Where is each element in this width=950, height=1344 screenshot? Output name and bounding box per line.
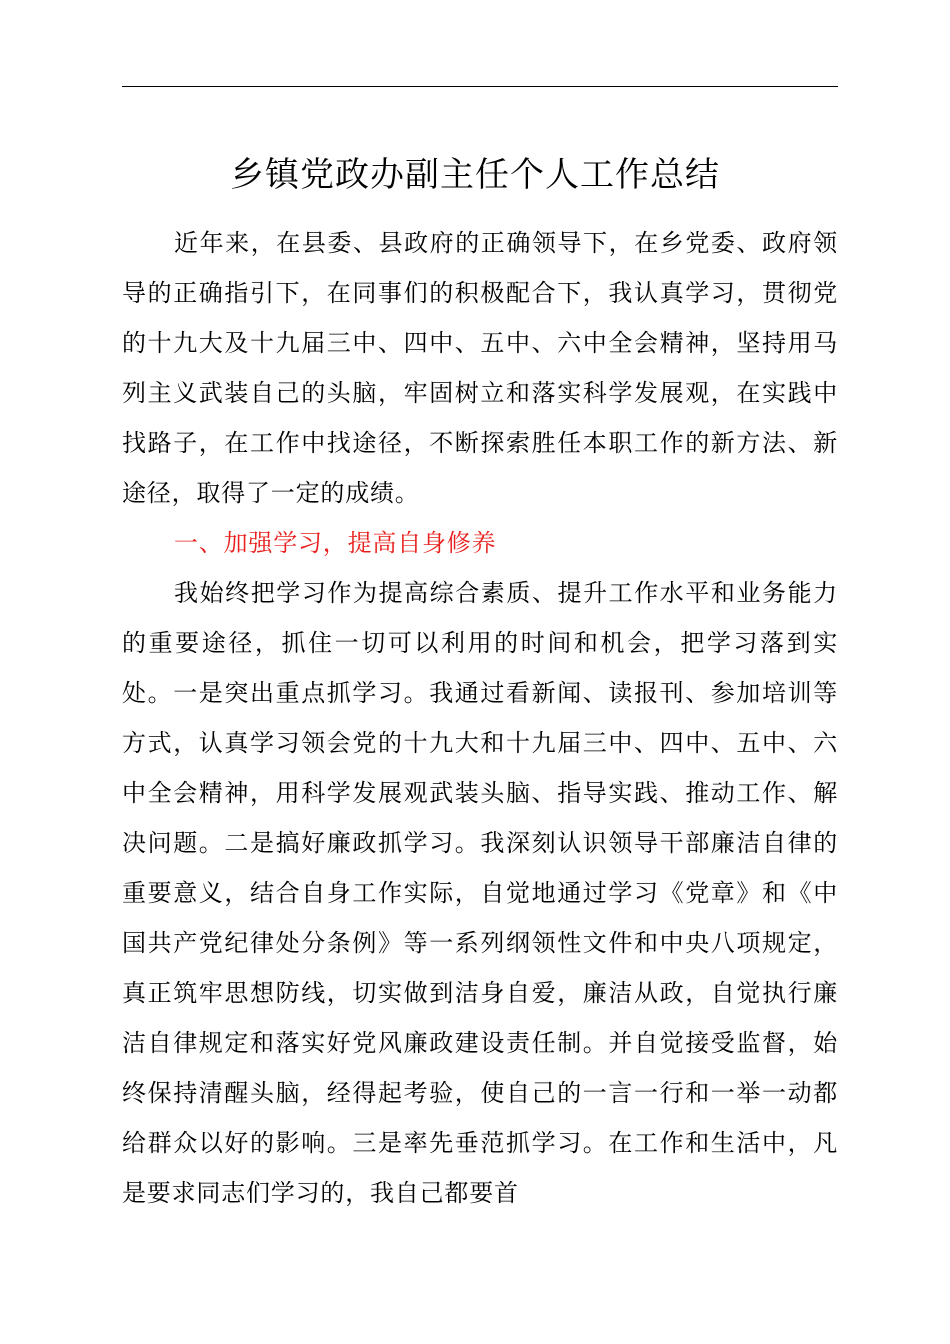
header-rule: [122, 86, 838, 87]
intro-paragraph: 近年来，在县委、县政府的正确领导下，在乡党委、政府领导的正确指引下，在同事们的积极配合下，我认真学习，贯彻党的十九大及十九届三中、四中、五中、六中全会精神，坚持用马列主义武装自己的头脑，牢固树立和落实科学发展观，在实践中找路子，在工作中找途径，不断探索胜任本职工作的新方法、新途径，取得了一定的成绩。: [122, 229, 838, 507]
document-title: 乡镇党政办副主任个人工作总结: [230, 155, 720, 195]
section-heading: 一、加强学习，提高自身修养: [174, 529, 497, 557]
section-paragraph: 我始终把学习作为提高综合素质、提升工作水平和业务能力的重要途径，抓住一切可以利用的时间和机会，把学习落到实处。一是突出重点抓学习。我通过看新闻、读报刊、参加培训等方式，认真学习领会党的十九大和十九届三中、四中、五中、六中全会精神，用科学发展观武装头脑、指导实践、推动工作、解决问题。二是搞好廉政抓学习。我深刻认识领导干部廉洁自律的重要意义，结合自身工作实际，自觉地通过学习《党章》和《中国共产党纪律处分条例》等一系列纲领性文件和中央八项规定，真正筑牢思想防线，切实做到洁身自爱，廉洁从政，自觉执行廉洁自律规定和落实好党风廉政建设责任制。并自觉接受监督，始终保持清醒头脑，经得起考验，使自己的一言一行和一举一动都给群众以好的影响。三是率先垂范抓学习。在工作和生活中，凡是要求同志们学习的，我自己都要首: [122, 579, 838, 1207]
document-body: [122, 218, 838, 1218]
